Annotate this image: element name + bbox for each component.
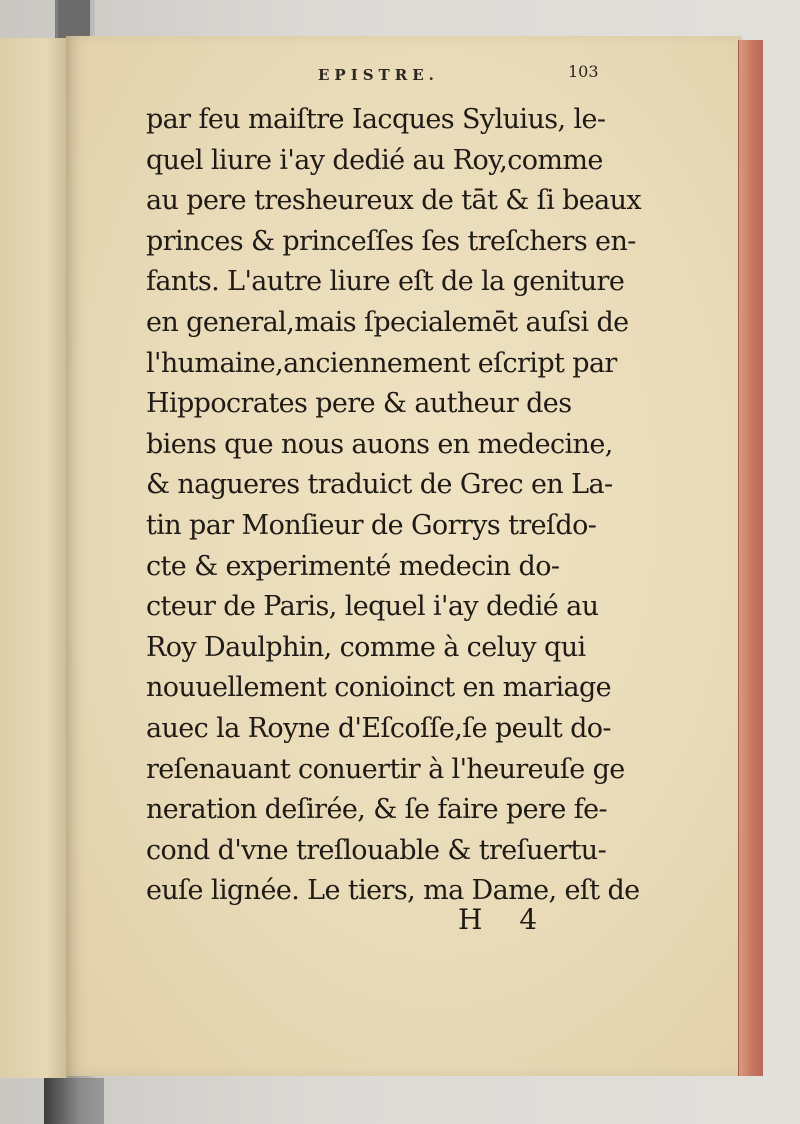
text-line: & nagueres traduict de Grec en La- bbox=[146, 469, 613, 501]
text-line: cteur de Paris, lequel i'ay dedié au bbox=[146, 591, 599, 623]
text-line: neration deſirée, & ſe faire pere fe- bbox=[146, 794, 607, 826]
text-line: princes & princeſſes ſes treſchers en- bbox=[146, 225, 636, 257]
text-line: au pere tresheureux de tāt & ſi beaux bbox=[146, 185, 642, 217]
text-line: quel liure i'ay dedié au Roy,comme bbox=[146, 144, 603, 176]
text-line: biens que nous auons en medecine, bbox=[146, 428, 613, 460]
text-line: Hippocrates pere & autheur des bbox=[146, 388, 572, 420]
text-line: cond d'vne treſlouable & treſuertu- bbox=[146, 834, 607, 866]
text-line: reſenauant conuertir à l'heureuſe ge bbox=[146, 753, 625, 785]
text-line: l'humaine,anciennement eſcript par bbox=[146, 347, 617, 379]
page-number: 103 bbox=[568, 62, 599, 81]
text-line: euſe lignée. Le tiers, ma Dame, eſt de bbox=[146, 875, 640, 907]
binding-strap-top bbox=[58, 0, 90, 40]
text-line: auec la Royne d'Eſcoſſe,ſe peult do- bbox=[146, 712, 611, 744]
text-line: tin par Monſieur de Gorrys treſdo- bbox=[146, 509, 597, 541]
text-line: cte & experimenté medecin do- bbox=[146, 550, 560, 582]
page-fore-edge bbox=[738, 40, 763, 1076]
text-line: en general,mais ſpecialemēt auſsi de bbox=[146, 306, 629, 338]
text-line: nouuellement conioinct en mariage bbox=[146, 672, 612, 704]
text-line: par feu maiſtre Iacques Syluius, le- bbox=[146, 104, 606, 135]
binding-strap-bottom bbox=[44, 1078, 104, 1124]
left-page-edge bbox=[0, 38, 67, 1078]
running-head: EPISTRE. bbox=[318, 66, 439, 84]
signature-mark: H 4 bbox=[458, 903, 552, 936]
body-text bbox=[146, 100, 642, 912]
text-line: Roy Daulphin, comme à celuy qui bbox=[146, 631, 586, 663]
text-line: fants. L'autre liure eſt de la geniture bbox=[146, 266, 625, 298]
